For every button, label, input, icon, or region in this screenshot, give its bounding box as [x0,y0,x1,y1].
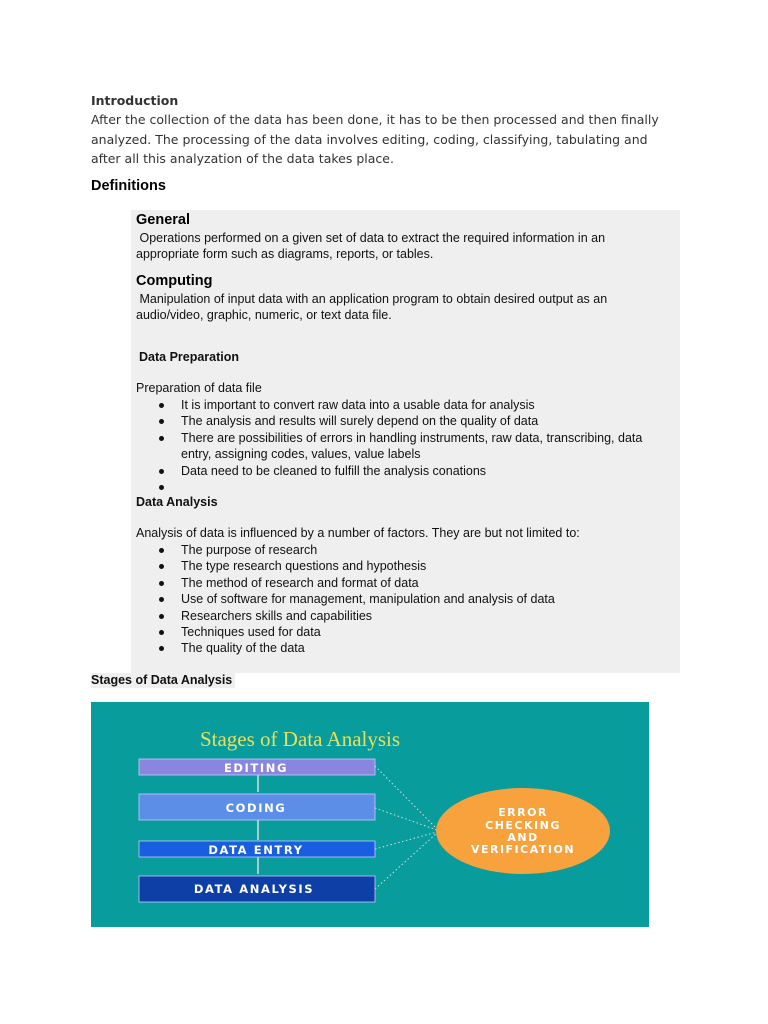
list-item: There are possibilities of errors in handling instruments, raw data, transcribing, data entry, assigning codes, values, value labels [156,430,676,463]
computing-line: Manipulation of input data with an application program to obtain desired output as an [136,292,608,306]
data-preparation-heading: Data Preparation [139,350,240,364]
computing-line: audio/video, graphic, numeric, or text data file. [136,308,392,322]
list-item: Researchers skills and capabilities [156,608,676,624]
list-item: The type research questions and hypothesis [156,558,676,574]
definitions-heading: Definitions [91,178,166,194]
data-analysis-heading: Data Analysis [136,495,218,509]
diagram-title: Stages of Data Analysis [199,727,401,751]
list-item: Use of software for management, manipulation and analysis of data [156,591,676,607]
step-label-data-entry: DATA ENTRY [208,843,304,857]
intro-line: After the collection of the data has been done, it has to be then processed and then finally [91,112,659,127]
general-heading: General [136,212,190,228]
computing-heading: Computing [136,273,213,289]
list-item: The purpose of research [156,542,676,558]
computing-text [136,291,676,323]
intro-line: after all this analyzation of the data takes place. [91,151,394,166]
circle-label: ERROR [498,806,548,819]
stages-diagram [91,702,649,927]
intro-paragraph [91,110,681,169]
data-preparation-list [156,397,676,495]
list-item: It is important to convert raw data into a usable data for analysis [156,397,676,413]
general-line: Operations performed on a given set of data to extract the required information in an [136,231,606,245]
list-item: The quality of the data [156,640,676,656]
general-text [136,230,676,262]
list-item: The analysis and results will surely depend on the quality of data [156,413,676,429]
step-label-editing: EDITING [223,761,289,775]
list-item: Techniques used for data [156,624,676,640]
list-item: Data need to be cleaned to fulfill the analysis conations [156,463,676,479]
general-line: appropriate form such as diagrams, reports, or tables. [136,247,434,261]
stages-heading: Stages of Data Analysis [91,673,235,688]
data-analysis-intro: Analysis of data is influenced by a number of factors. They are but not limited to: [136,526,580,540]
circle-label: AND [507,831,539,844]
list-item [156,479,676,495]
circle-label: CHECKING [485,819,561,832]
step-label-data-analysis: DATA ANALYSIS [193,882,315,896]
intro-heading: Introduction [91,93,179,108]
list-item: The method of research and format of data [156,575,676,591]
intro-line: analyzed. The processing of the data involves editing, coding, classifying, tabulating and [91,131,648,147]
circle-label: VERIFICATION [470,843,576,856]
data-analysis-list [156,542,676,657]
step-label-coding: CODING [225,801,287,815]
data-preparation-intro: Preparation of data file [136,381,262,395]
